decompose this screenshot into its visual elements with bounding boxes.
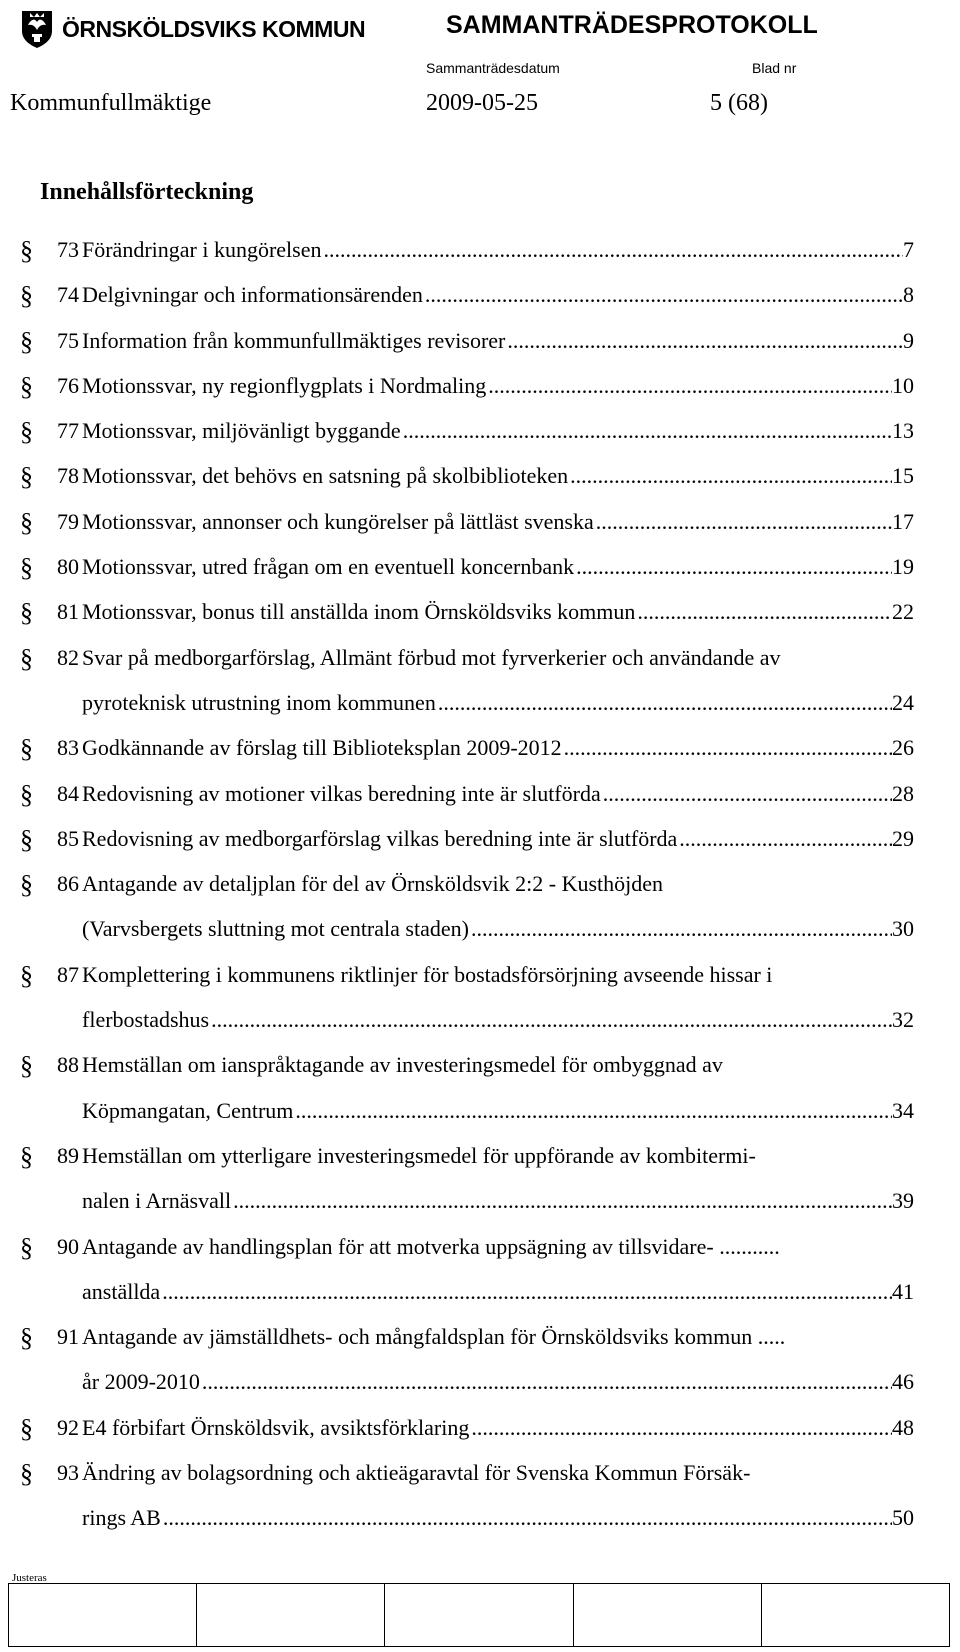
- paragraph-symbol: §: [20, 1141, 33, 1171]
- toc-entry-leader: [82, 1414, 914, 1442]
- toc-entry-leader: [82, 281, 914, 309]
- paragraph-symbol: §: [20, 779, 33, 809]
- toc-entry: [0, 323, 960, 368]
- toc-entry-number: 87: [57, 961, 79, 987]
- toc-entry-number: 86: [57, 871, 79, 897]
- toc-entry-line: [0, 413, 960, 458]
- signature-boxes: [8, 1583, 950, 1647]
- toc-entry-page: 39: [892, 1188, 914, 1214]
- toc-entry-number: 88: [57, 1052, 79, 1078]
- toc-entry-line: [0, 1274, 960, 1319]
- paragraph-symbol: §: [20, 462, 33, 492]
- toc-entry-page: 34: [892, 1097, 914, 1123]
- toc-entry-page: 24: [892, 689, 914, 715]
- toc-entry: [0, 640, 960, 731]
- toc-entry-line: [0, 368, 960, 413]
- toc-entry-number: 82: [57, 644, 79, 670]
- toc-entry: [0, 957, 960, 1048]
- toc-entry: [0, 1047, 960, 1138]
- signature-box: [762, 1584, 949, 1646]
- dot-leader: [507, 327, 903, 355]
- toc-entry-leader: [82, 734, 914, 762]
- toc-entry-title: Motionssvar, det behövs en satsning på skolbiblioteken: [82, 463, 569, 489]
- paragraph-symbol: §: [20, 236, 33, 265]
- toc-entry-title: år 2009-2010: [82, 1369, 200, 1395]
- toc-entry-title: pyroteknisk utrustning inom kommunen: [82, 689, 436, 715]
- toc-entry-number: 92: [57, 1414, 79, 1440]
- toc-entry: [0, 1455, 960, 1546]
- paragraph-symbol: §: [20, 824, 33, 854]
- toc-entry-line: [0, 277, 960, 322]
- letterhead-logo: [20, 8, 365, 50]
- dot-leader: [564, 734, 892, 762]
- paragraph-symbol: §: [20, 507, 33, 537]
- paragraph-symbol: §: [20, 371, 33, 401]
- dot-leader: [438, 689, 892, 717]
- toc-entry-leader: [82, 553, 914, 581]
- toc-entry-line: [0, 1183, 960, 1228]
- dot-leader: [596, 508, 892, 536]
- toc-entry-number: 85: [57, 825, 79, 851]
- toc-entry-page: 17: [892, 508, 914, 534]
- toc-entry-title: Motionssvar, bonus till anställda inom Örnsköldsviks kommun: [82, 599, 636, 625]
- toc-entry-line: [0, 866, 960, 911]
- paragraph-symbol: §: [20, 1413, 33, 1443]
- toc-entry-leader: [82, 417, 914, 445]
- dot-leader: [679, 825, 892, 853]
- paragraph-symbol: §: [20, 326, 33, 356]
- paragraph-symbol: §: [20, 870, 33, 900]
- toc-entry: [0, 232, 960, 277]
- toc-entry-number: 80: [57, 554, 79, 580]
- paragraph-symbol: §: [20, 598, 33, 628]
- toc-entry-line: [0, 1410, 960, 1455]
- toc-entry: [0, 504, 960, 549]
- meeting-date: 2009-05-25: [426, 90, 538, 116]
- dot-leader: [603, 780, 892, 808]
- toc-entry-title: Komplettering i kommunens riktlinjer för bostadsförsörjning avseende hissar i: [82, 961, 773, 987]
- toc-entry-title: Motionssvar, miljövänligt byggande: [82, 418, 401, 444]
- toc-entry-page: 48: [892, 1414, 914, 1440]
- toc-entry-title: Redovisning av motioner vilkas beredning inte är slutförda: [82, 780, 601, 806]
- toc-entry-page: 15: [892, 463, 914, 489]
- dot-leader: [425, 281, 903, 309]
- toc-entry-title: Redovisning av medborgarförslag vilkas beredning inte är slutförda: [82, 825, 678, 851]
- toc-entry-page: 7: [903, 237, 914, 262]
- toc-entry-title: Motionssvar, annonser och kungörelser på lättläst svenska: [82, 508, 594, 534]
- toc-entry: [0, 368, 960, 413]
- dot-leader: [403, 417, 892, 445]
- toc-entry-title: Motionssvar, utred frågan om en eventuell koncernbank: [82, 554, 575, 580]
- toc-entry-line: [0, 1319, 960, 1364]
- toc-entry-leader: [82, 689, 914, 717]
- toc-entry-leader: [82, 462, 914, 490]
- paragraph-symbol: §: [20, 417, 33, 447]
- toc-entry-page: 28: [892, 780, 914, 806]
- toc-entry-title: Svar på medborgarförslag, Allmänt förbud mot fyrverkerier och användande av: [82, 644, 781, 670]
- toc-entry-title: Motionssvar, ny regionflygplats i Nordmaling: [82, 372, 487, 398]
- toc-entry-line: [0, 957, 960, 1002]
- toc-entry: [0, 1410, 960, 1455]
- toc-entry-page: 22: [892, 599, 914, 625]
- toc-entry-line: [0, 1138, 960, 1183]
- toc-entry-line: [0, 594, 960, 639]
- toc-entry-page: 13: [892, 418, 914, 444]
- paragraph-symbol: §: [20, 1323, 33, 1353]
- toc-entry: [0, 277, 960, 322]
- toc-entry-number: 77: [57, 418, 79, 444]
- paragraph-symbol: §: [20, 553, 33, 583]
- toc-entry: [0, 866, 960, 957]
- signature-box: [9, 1584, 197, 1646]
- toc-entry-number: 74: [57, 282, 79, 308]
- toc-entry-page: 9: [903, 327, 914, 353]
- toc-entry-number: 83: [57, 735, 79, 761]
- toc-entry-number: 81: [57, 599, 79, 625]
- toc-entry-leader: [82, 508, 914, 536]
- toc-entry: [0, 1319, 960, 1410]
- toc-entry: [0, 458, 960, 503]
- dot-leader: [202, 1368, 892, 1396]
- toc-entry-line: [0, 776, 960, 821]
- toc-entry-leader: [82, 372, 914, 400]
- toc-entry: [0, 776, 960, 821]
- toc-entry-title: Hemställan om ianspråktagande av investeringsmedel för ombyggnad av: [82, 1052, 723, 1078]
- toc-entry-title: (Varvsbergets sluttning mot centrala staden): [82, 916, 469, 942]
- toc-entry-line: [0, 1455, 960, 1500]
- toc-entry: [0, 549, 960, 594]
- toc-entry-number: 79: [57, 508, 79, 534]
- toc-entry-line: [0, 821, 960, 866]
- toc-entry-line: [0, 458, 960, 503]
- toc-entry-page: 10: [892, 372, 914, 398]
- toc-entry-leader: [82, 1006, 914, 1034]
- signature-box: [574, 1584, 762, 1646]
- toc-entry-title: rings AB: [82, 1505, 161, 1531]
- toc-entry-page: 50: [892, 1505, 914, 1531]
- toc-entry-title: anställda: [82, 1278, 161, 1304]
- toc-entry-page: 26: [892, 735, 914, 761]
- toc-entry-line: [0, 1229, 960, 1274]
- paragraph-symbol: §: [20, 643, 33, 673]
- dot-leader: [637, 598, 892, 626]
- toc-entry-number: 93: [57, 1460, 79, 1486]
- toc-entry: [0, 730, 960, 775]
- page-number: 5 (68): [710, 90, 768, 116]
- toc-entry-leader: [82, 1368, 914, 1396]
- toc-entry-line: [0, 323, 960, 368]
- dot-leader: [570, 462, 892, 490]
- toc-entry-line: [0, 1047, 960, 1092]
- toc-entry-title: Köpmangatan, Centrum: [82, 1097, 294, 1123]
- toc-entry-title: Antagande av handlingsplan för att motverka uppsägning av tillsvidare- ...........: [82, 1233, 780, 1259]
- toc-entry-title: flerbostadshus: [82, 1007, 210, 1033]
- toc-entry-line: [0, 1500, 960, 1545]
- toc-entry-leader: [82, 1097, 914, 1125]
- dot-leader: [163, 1504, 892, 1532]
- signature-box: [197, 1584, 385, 1646]
- committee-name: Kommunfullmäktige: [10, 90, 212, 116]
- toc-entry-leader: [82, 825, 914, 853]
- toc-entry-leader: [82, 327, 914, 355]
- toc-entry-line: [0, 640, 960, 685]
- toc-entry-page: 46: [892, 1369, 914, 1395]
- dot-leader: [471, 915, 892, 943]
- toc-entry-number: 76: [57, 372, 79, 398]
- toc-entry: [0, 1138, 960, 1229]
- toc-entry-title: Hemställan om ytterligare investeringsmedel för uppförande av kombitermi-: [82, 1142, 756, 1168]
- toc-entry-line: [0, 911, 960, 956]
- paragraph-symbol: §: [20, 1232, 33, 1262]
- municipal-crest-icon: [20, 9, 54, 49]
- toc-entry-leader: [82, 598, 914, 626]
- toc-entry-title: Förändringar i kungörelsen: [82, 237, 322, 262]
- toc-entry-title: E4 förbifart Örnsköldsvik, avsiktsförklaring: [82, 1414, 470, 1440]
- toc-entry-line: [0, 1093, 960, 1138]
- toc-entry: [0, 594, 960, 639]
- toc-entry-number: 91: [57, 1324, 79, 1350]
- toc-entry-title: Information från kommunfullmäktiges revisorer: [82, 327, 506, 353]
- toc-entry-title: Ändring av bolagsordning och aktieägaravtal för Svenska Kommun Försäk-: [82, 1460, 751, 1486]
- toc-entry-leader: [82, 1504, 914, 1532]
- dot-leader: [162, 1278, 892, 1306]
- paragraph-symbol: §: [20, 1051, 33, 1081]
- toc-entry-line: [0, 504, 960, 549]
- toc-entry-leader: [82, 780, 914, 808]
- page-number-label: Blad nr: [752, 60, 797, 76]
- toc-entry-page: 19: [892, 554, 914, 580]
- toc-entry-number: 90: [57, 1233, 79, 1259]
- toc-entry-line: [0, 730, 960, 775]
- toc-entry-title: Delgivningar och informationsärenden: [82, 282, 423, 308]
- toc-entry: [0, 821, 960, 866]
- toc-entry-number: 73: [57, 237, 79, 262]
- toc-entry: [0, 1229, 960, 1320]
- signature-box: [385, 1584, 573, 1646]
- toc-entry-title: Antagande av detaljplan för del av Örnsköldsvik 2:2 - Kusthöjden: [82, 871, 664, 897]
- toc-entry-line: [0, 1002, 960, 1047]
- toc-entry-number: 75: [57, 327, 79, 353]
- toc-entry-title: nalen i Arnäsvall: [82, 1188, 232, 1214]
- dot-leader: [576, 553, 892, 581]
- table-of-contents: [0, 232, 960, 1546]
- toc-entry-leader: [82, 1278, 914, 1306]
- toc-entry-title: Godkännande av förslag till Biblioteksplan 2009-2012: [82, 735, 562, 761]
- paragraph-symbol: §: [20, 281, 33, 311]
- dot-leader: [324, 236, 904, 264]
- toc-entry-leader: [82, 236, 914, 264]
- toc-entry-leader: [82, 915, 914, 943]
- toc-heading: Innehållsförteckning: [40, 179, 254, 205]
- paragraph-symbol: §: [20, 960, 33, 990]
- toc-entry-number: 89: [57, 1142, 79, 1168]
- paragraph-symbol: §: [20, 1459, 33, 1489]
- toc-entry-line: [0, 549, 960, 594]
- toc-entry-line: [0, 1364, 960, 1409]
- toc-entry-page: 29: [892, 825, 914, 851]
- toc-entry: [0, 413, 960, 458]
- footer-justeras-label: Justeras: [12, 1572, 47, 1584]
- dot-leader: [211, 1006, 892, 1034]
- toc-entry-line: [0, 685, 960, 730]
- document-type-title: SAMMANTRÄDESPROTOKOLL: [446, 11, 818, 39]
- toc-entry-number: 78: [57, 463, 79, 489]
- organization-name: ÖRNSKÖLDSVIKS KOMMUN: [62, 15, 366, 42]
- toc-entry-page: 30: [892, 916, 914, 942]
- toc-entry-number: 84: [57, 780, 79, 806]
- toc-entry-line: [0, 232, 960, 277]
- toc-entry-leader: [82, 1187, 914, 1215]
- dot-leader: [233, 1187, 892, 1215]
- dot-leader: [488, 372, 892, 400]
- paragraph-symbol: §: [20, 734, 33, 764]
- dot-leader: [471, 1414, 892, 1442]
- toc-entry-title: Antagande av jämställdhets- och mångfaldsplan för Örnsköldsviks kommun .....: [82, 1324, 786, 1350]
- date-label: Sammanträdesdatum: [426, 60, 560, 76]
- toc-entry-page: 32: [892, 1007, 914, 1033]
- dot-leader: [295, 1097, 892, 1125]
- toc-entry-page: 8: [903, 282, 914, 308]
- toc-entry-page: 41: [892, 1278, 914, 1304]
